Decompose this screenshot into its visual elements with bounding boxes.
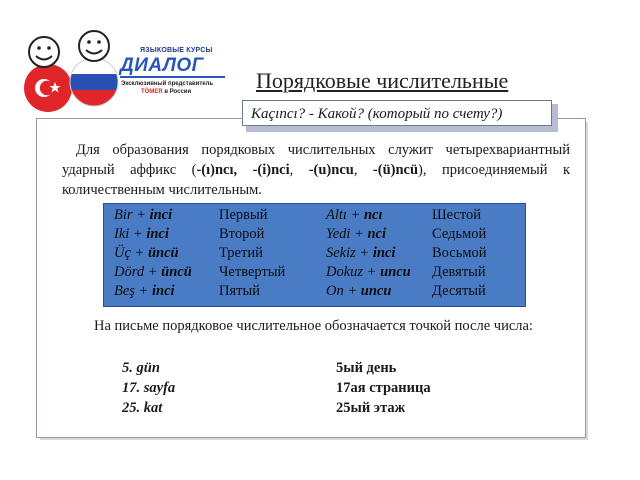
- turkish-ordinal: Altı + ncı: [326, 207, 383, 223]
- example-turkish: 17. sayfa: [122, 380, 176, 396]
- example-russian: 25ый этаж: [336, 400, 406, 416]
- brand-name: ДИАЛОГ: [120, 55, 204, 76]
- affix-separator: ,: [289, 162, 309, 178]
- russian-ordinal: Второй: [219, 226, 265, 242]
- turkish-ordinal: Üç + üncü: [114, 245, 179, 261]
- russian-ordinal: Первый: [219, 207, 268, 223]
- russian-ordinal: Пятый: [219, 283, 260, 299]
- turkish-ordinal: Dörd + üncü: [114, 264, 192, 280]
- russian-ordinal: Седьмой: [432, 226, 487, 242]
- russian-ordinal: Девятый: [432, 264, 486, 280]
- russian-ordinal: Четвертый: [219, 264, 286, 280]
- logo-mascots-icon: [14, 12, 134, 120]
- russian-ordinal: Третий: [219, 245, 263, 261]
- smiley-turkey-icon: [29, 37, 59, 67]
- affix-1: -(ı)ncı, -(i)nci: [196, 162, 290, 178]
- note-paragraph: На письме порядковое числительное обозначается точкой после числа:: [94, 318, 533, 334]
- russian-ordinal: Шестой: [432, 207, 482, 223]
- intro-text-end: ), присоединяемый к количественным числительным.: [62, 162, 571, 198]
- example-turkish: 5. gün: [122, 360, 160, 376]
- example-turkish: 25. kat: [122, 400, 163, 416]
- affix-2: -(u)ncu: [308, 162, 354, 178]
- example-russian: 5ый день: [336, 360, 397, 376]
- smiley-russia-icon: [79, 31, 109, 61]
- intro-text-start: Для образования порядковых числительных служит четырехвариантный ударный аффикс (: [62, 142, 570, 178]
- brand-subtitle-line2: [141, 89, 191, 95]
- example-russian: 17ая страница: [336, 380, 431, 396]
- russian-ordinal: Восьмой: [432, 245, 487, 261]
- turkish-ordinal: Iki + inci: [114, 226, 169, 242]
- page-title: Порядковые числительные: [256, 68, 509, 93]
- brand-underline: [120, 76, 225, 78]
- brand-tagline: ЯЗЫКОВЫЕ КУРСЫ: [140, 47, 213, 54]
- turkish-ordinal: Bir + inci: [114, 207, 173, 223]
- turkish-ordinal: Sekiz + inci: [326, 245, 396, 261]
- ordinals-table: [103, 203, 526, 307]
- affix-3: -(ü)ncü: [372, 162, 419, 178]
- brand-subtitle-line1: Эксклюзивный представитель: [121, 81, 214, 87]
- brand-tomer: TÖMER: [141, 89, 163, 95]
- turkish-ordinal: Yedi + nci: [326, 226, 387, 242]
- russian-flag-icon: [70, 58, 118, 106]
- question-box: Kaçıncı? - Какой? (который по счету?): [242, 100, 552, 126]
- turkish-ordinal: Beş + inci: [114, 283, 175, 299]
- turkish-ordinal: Dokuz + uncu: [326, 264, 411, 280]
- affix-separator: ,: [353, 162, 373, 178]
- intro-paragraph: [62, 140, 570, 200]
- russian-ordinal: Десятый: [432, 283, 486, 299]
- turkish-ordinal: On + uncu: [326, 283, 392, 299]
- brand-subtitle-rest: в России: [162, 89, 192, 95]
